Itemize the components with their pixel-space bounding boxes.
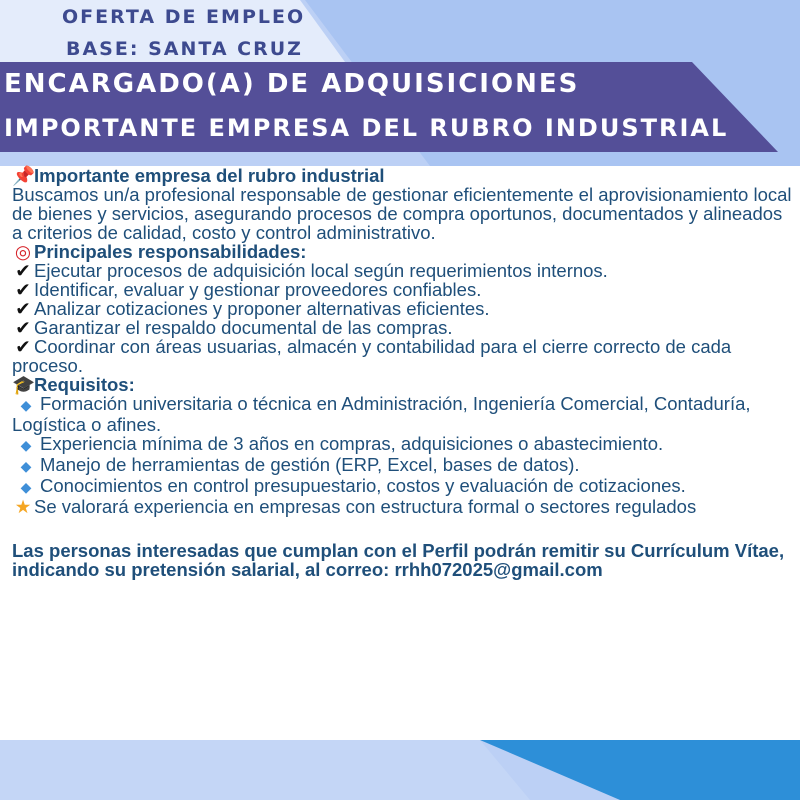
responsibilities-heading: ◎ Principales responsabilidades:: [12, 242, 796, 261]
check-icon: ✔: [15, 279, 31, 300]
check-icon: ✔: [15, 298, 31, 319]
job-offer-label: OFERTA DE EMPLEO: [62, 6, 306, 28]
check-icon: ✔: [15, 336, 31, 357]
target-icon: ◎: [14, 241, 32, 262]
blue-diamond-icon: ◆: [20, 437, 32, 453]
company-subtitle: IMPORTANTE EMPRESA DEL RUBRO INDUSTRIAL: [4, 114, 729, 142]
pushpin-icon: 📌: [12, 165, 36, 186]
requirement-item: ◆ Manejo de herramientas de gestión (ERP, Excel, bases de datos).: [12, 455, 796, 476]
blue-diamond-icon: ◆: [20, 479, 32, 495]
responsibility-item: ✔ Analizar cotizaciones y proponer alternativas eficientes.: [12, 299, 796, 318]
responsibility-item: ✔ Ejecutar procesos de adquisición local según requerimientos internos.: [12, 261, 796, 280]
check-icon: ✔: [15, 260, 31, 281]
valued-note: ★ Se valorará experiencia en empresas con estructura formal o sectores regulados: [12, 497, 796, 516]
check-icon: ✔: [15, 317, 31, 338]
star-icon: ★: [14, 496, 32, 517]
job-description: [12, 166, 796, 579]
job-title: ENCARGADO(A) DE ADQUISICIONES: [4, 69, 580, 99]
blue-diamond-icon: ◆: [20, 397, 32, 413]
intro-heading: 📌Importante empresa del rubro industrial: [12, 165, 385, 186]
requirement-item: ◆ Experiencia mínima de 3 años en compras, adquisiciones o abastecimiento.: [12, 434, 796, 455]
responsibility-item: ✔ Garantizar el respaldo documental de las compras.: [12, 318, 796, 337]
blue-diamond-icon: ◆: [20, 458, 32, 474]
responsibility-item: ✔ Identificar, evaluar y gestionar proveedores confiables.: [12, 280, 796, 299]
responsibility-item: ✔ Coordinar con áreas usuarias, almacén y contabilidad para el cierre correcto de cada proceso.: [12, 336, 732, 376]
spacer: [12, 516, 796, 541]
contact-info: Las personas interesadas que cumplan con el Perfil podrán remitir su Currículum Vítae, indicando su pretensión salarial, al correo: rrhh072025@gmail.com: [12, 540, 785, 580]
requirement-item: ◆ Conocimientos en control presupuestario, costos y evaluación de cotizaciones.: [12, 476, 796, 497]
requirements-heading: 🎓Requisitos:: [12, 374, 135, 395]
requirement-item: ◆ Formación universitaria o técnica en Administración, Ingeniería Comercial, Contaduría, Logística o afines.: [12, 393, 751, 435]
intro-body: Buscamos un/a profesional responsable de gestionar eficientemente el aprovisionamiento local de bienes y servicios, asegurando procesos de compra oportunos, documentados y alineados a criterios de calidad, costo y control administrativo.: [12, 184, 792, 243]
location-label: BASE: SANTA CRUZ: [66, 38, 303, 60]
graduation-cap-icon: 🎓: [12, 374, 36, 395]
bottom-bg-shape-light: [0, 740, 530, 800]
